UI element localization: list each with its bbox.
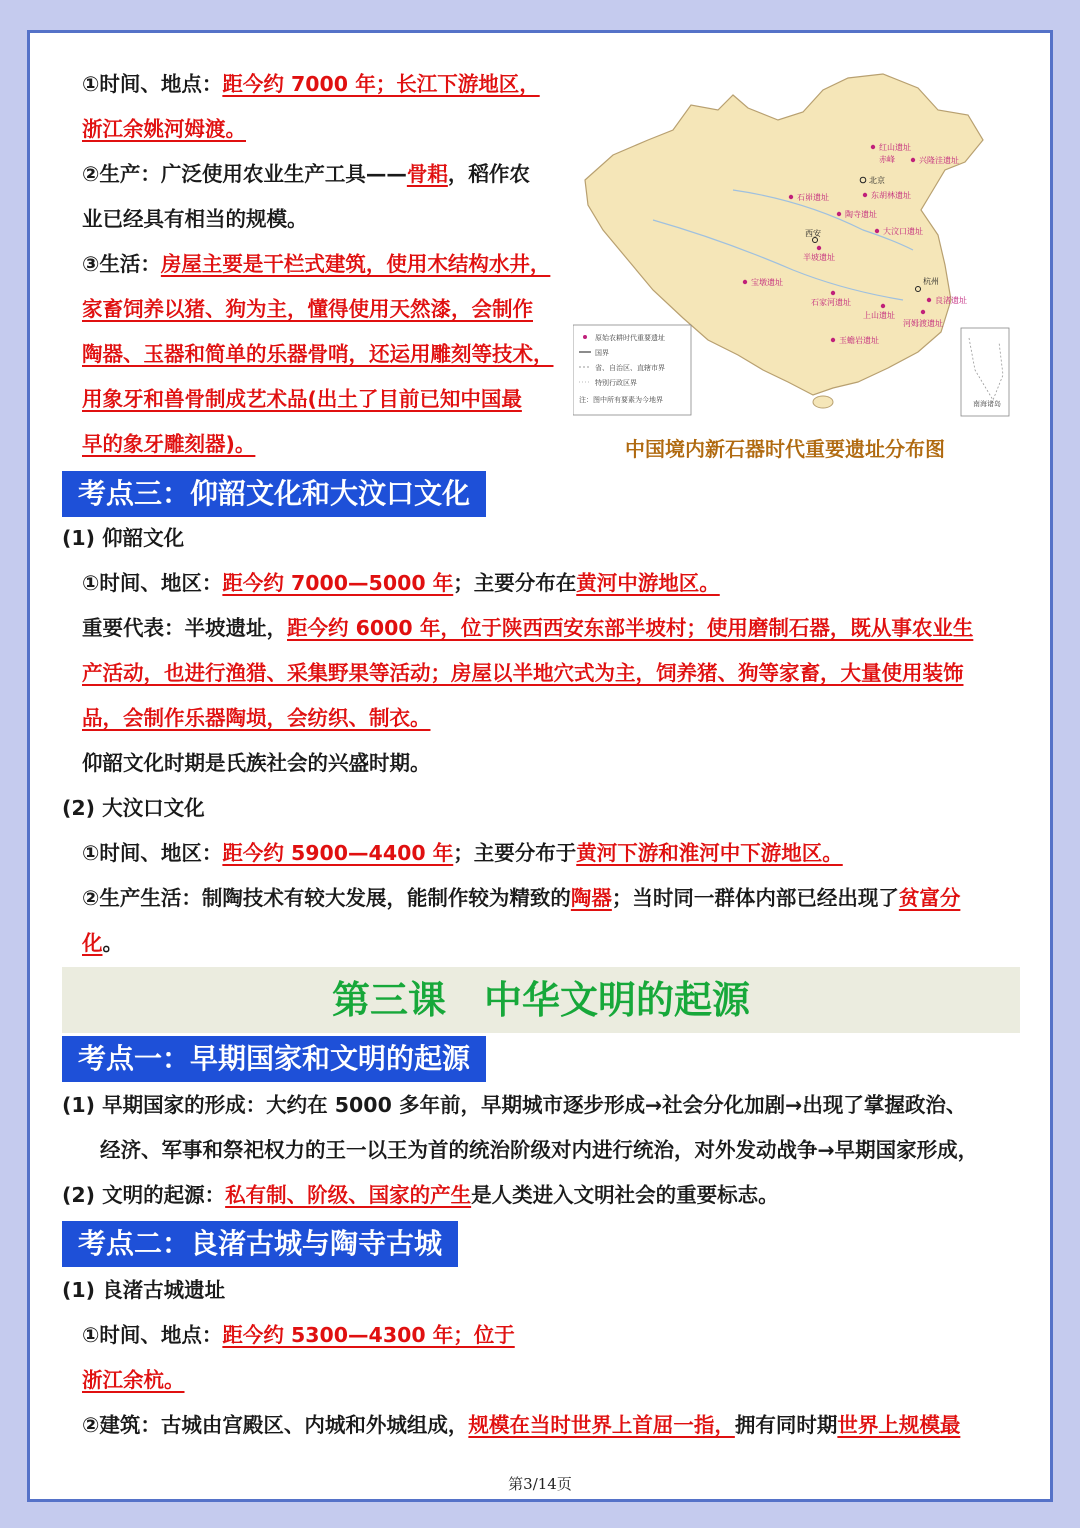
hemudu-line-6 [82,294,533,324]
legend-item: 原始农耕时代重要遗址 [595,334,665,342]
dawenkou-line-2 [82,883,960,913]
site-label: 上山遗址 [863,311,895,320]
site-marker [743,280,747,284]
site-marker [837,212,841,216]
highlight: 距今约 7000—5000 年 [222,571,454,595]
text: ；当时同一群体内部已经出现了 [611,886,899,910]
site-marker [817,246,821,250]
label: ①时间、地点： [82,1323,223,1347]
highlight: 品，会制作乐器陶埙，会纺织、制衣。 [82,706,431,730]
site-label: 石峁遗址 [797,193,829,202]
legend-item: 国界 [595,349,609,357]
highlight: 浙江余杭。 [82,1368,185,1392]
text: 。 [102,931,123,955]
label: ①时间、地区： [82,571,223,595]
site-label: 宝墩遗址 [751,278,783,287]
site-label: 良渚遗址 [935,296,967,305]
site-marker [911,158,915,162]
liangzhu-subheading [62,1275,225,1305]
site-marker [871,145,875,149]
site-marker [881,304,885,308]
highlight: 距今约 7000 年；长江下游地区， [222,72,540,96]
highlight: 规模在当时世界上首屈一指， [468,1413,735,1437]
highlight: 化 [82,931,103,955]
city-label: 杭州 [923,277,939,286]
hemudu-line-5 [82,249,550,279]
point1-line-3 [62,1180,779,1210]
label: ②生产：广泛使用农业生产工具—— [82,162,407,186]
hemudu-line-4 [82,204,308,234]
highlight: 黄河下游和淮河中下游地区。 [576,841,843,865]
dawenkou-subheading [62,793,205,823]
label: ②生产生活：制陶技术有较大发展，能制作较为精致的 [82,886,571,910]
page-number: 第3/14页 [508,1475,572,1493]
legend-site-icon [583,335,587,339]
site-label: 石家河遗址 [811,298,851,307]
site-marker [789,195,793,199]
legend-item: 省、自治区、直辖市界 [595,364,665,372]
label: ①时间、地点： [82,72,223,96]
liangzhu-line-2 [82,1365,185,1395]
highlight: 距今约 5900—4400 年 [222,841,454,865]
dawenkou-line-3 [82,928,123,958]
inset-label: 南海诸岛 [973,400,1001,408]
text: 拥有同时期 [734,1413,838,1437]
site-label: 红山遗址 [879,143,911,152]
yangshao-line-4 [82,703,431,733]
lesson-title: 第三课 中华文明的起源 [62,967,1020,1033]
highlight: 骨耜 [406,162,448,186]
subheading-text: (2) 大汶口文化 [62,796,205,820]
hemudu-line-8 [82,384,522,414]
highlight: 早的象牙雕刻器)。 [82,432,256,456]
site-marker [875,229,879,233]
text: (1) 早期国家的形成：大约在 5000 多年前，早期城市逐步形成→社会分化加剧→出现了掌握政治、 [62,1093,967,1117]
yangshao-line-1 [82,568,720,598]
text: 是人类进入文明社会的重要标志。 [471,1183,779,1207]
text: 仰韶文化时期是氏族社会的兴盛时期。 [82,751,431,775]
label: ③生活： [82,252,161,276]
site-label: 兴隆洼遗址 [919,156,959,165]
hainan-island [813,396,833,408]
highlight: 家畜饲养以猪、狗为主，懂得使用天然漆，会制作 [82,297,533,321]
highlight: 产活动，也进行渔猎、采集野果等活动；房屋以半地穴式为主，饲养猪、狗等家畜，大量使用装饰 [82,661,964,685]
liangzhu-line-3 [82,1410,960,1440]
point1-line-2 [100,1135,978,1165]
highlight: 陶器、玉器和简单的乐器骨哨，还运用雕刻等技术， [82,342,554,366]
yangshao-line-2 [82,613,973,643]
hemudu-line-2 [82,114,246,144]
hemudu-line-1 [82,69,540,99]
subheading-text: (1) 良渚古城遗址 [62,1278,226,1302]
label: (2) 文明的起源： [62,1183,226,1207]
hemudu-line-7 [82,339,554,369]
section-header-liangzhu-taosi: 考点二：良渚古城与陶寺古城 [62,1221,458,1267]
city-label: 西安 [805,229,821,238]
site-marker [831,338,835,342]
yangshao-line-5 [82,748,431,778]
text: 业已经具有相当的规模。 [82,207,308,231]
yangshao-line-3 [82,658,964,688]
hemudu-line-3 [82,159,530,189]
highlight: 距今约 6000 年，位于陕西西安东部半坡村；使用磨制石器，既从事农业生 [287,616,974,640]
highlight: 贫富分 [898,886,961,910]
text: ，稻作农 [447,162,530,186]
highlight: 用象牙和兽骨制成艺术品(出土了目前已知中国最 [82,387,522,411]
site-label: 赤峰 [879,155,895,164]
neolithic-sites-map [573,70,1013,420]
section-header-yangshao-dawenkou: 考点三：仰韶文化和大汶口文化 [62,471,486,517]
site-marker [927,298,931,302]
text: ；主要分布在 [453,571,577,595]
hemudu-line-9 [82,429,255,459]
site-marker [863,193,867,197]
liangzhu-line-1 [82,1320,515,1350]
section-header-early-states: 考点一：早期国家和文明的起源 [62,1036,486,1082]
legend-item: 特别行政区界 [595,379,637,387]
highlight: 距今约 5300—4300 年；位于 [222,1323,515,1347]
highlight: 房屋主要是干栏式建筑，使用木结构水井， [160,252,551,276]
city-label: 北京 [869,176,885,185]
label: 重要代表：半坡遗址， [82,616,287,640]
map-caption: 中国境内新石器时代重要遗址分布图 [625,437,945,461]
label: ②建筑：古城由宫殿区、内城和外城组成， [82,1413,469,1437]
site-label: 玉蟾岩遗址 [839,336,879,345]
highlight: 黄河中游地区。 [576,571,720,595]
yangshao-subheading [62,523,184,553]
site-marker [831,291,835,295]
text: ；主要分布于 [453,841,577,865]
site-label: 大汶口遗址 [883,227,923,236]
dawenkou-line-1 [82,838,843,868]
site-marker [921,310,925,314]
highlight: 陶器 [570,886,612,910]
highlight: 私有制、阶级、国家的产生 [225,1183,472,1207]
document-page [27,30,1053,1502]
site-label: 半坡遗址 [803,253,835,262]
highlight: 浙江余姚河姆渡。 [82,117,246,141]
subheading-text: (1) 仰韶文化 [62,526,185,550]
site-label: 河姆渡遗址 [903,319,943,328]
text: 经济、军事和祭祀权力的王一以王为首的统治阶级对内进行统治，对外发动战争→早期国家形成， [100,1138,979,1162]
label: ①时间、地区： [82,841,223,865]
highlight: 世界上规模最 [837,1413,961,1437]
site-label: 东胡林遗址 [871,191,911,200]
legend-note: 注：图中所有要素为今地界 [579,396,663,404]
site-label: 陶寺遗址 [845,210,877,219]
point1-line-1 [62,1090,966,1120]
